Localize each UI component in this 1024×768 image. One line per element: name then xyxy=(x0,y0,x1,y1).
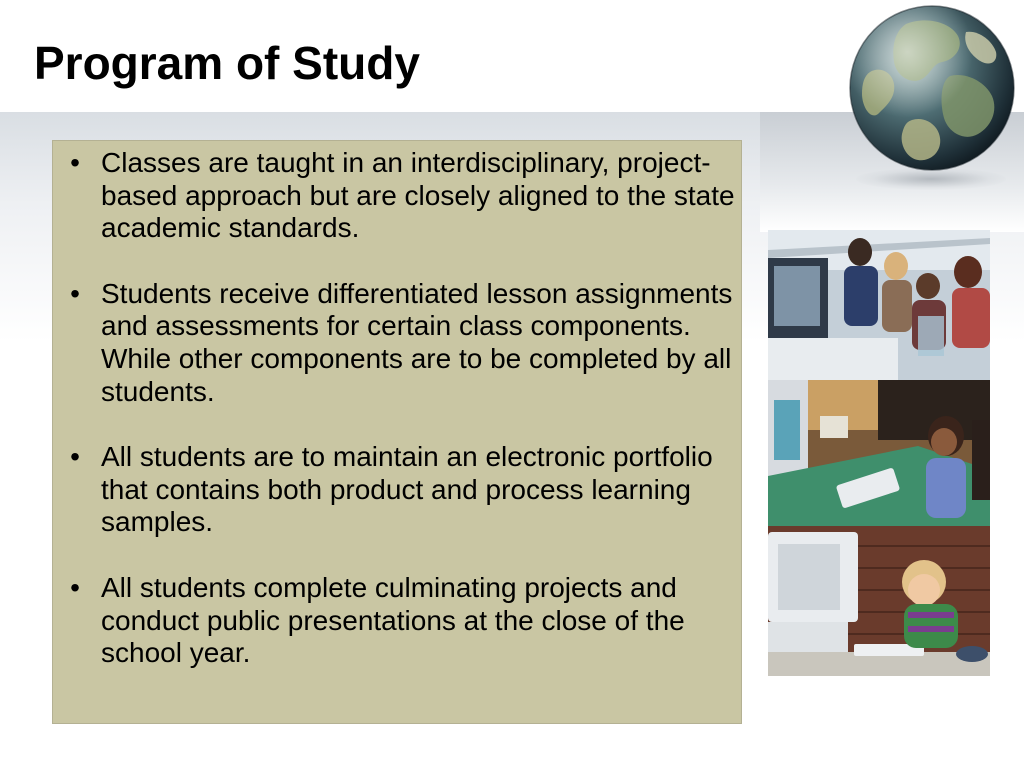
bullet-marker: • xyxy=(70,571,80,603)
teens-at-computer-photo xyxy=(768,230,990,380)
bullet-text: Students receive differentiated lesson assignments and assessments for certain class components. While other components are to be completed by all students. xyxy=(101,277,733,407)
slide-title: Program of Study xyxy=(34,37,420,89)
globe-icon xyxy=(846,2,1018,174)
bullet-item xyxy=(53,278,743,408)
bullet-text: Classes are taught in an interdisciplinary, project-based approach but are closely aligned to the state academic standards. xyxy=(101,147,735,244)
bullet-marker: • xyxy=(70,147,80,178)
bullet-text: All students are to maintain an electronic portfolio that contains both product and process learning samples. xyxy=(101,441,713,538)
toddler-at-computer-photo xyxy=(768,526,990,676)
bullet-list xyxy=(53,147,743,703)
content-panel xyxy=(52,140,742,724)
bullet-item xyxy=(53,441,743,539)
bullet-item xyxy=(53,572,743,670)
bullet-text: All students complete culminating projects and conduct public presentations at the close of the school year. xyxy=(101,571,685,669)
bullet-marker: • xyxy=(70,277,80,309)
bullet-item xyxy=(53,147,743,245)
girl-at-computer-desk-photo xyxy=(768,380,990,526)
bullet-marker: • xyxy=(70,441,80,473)
